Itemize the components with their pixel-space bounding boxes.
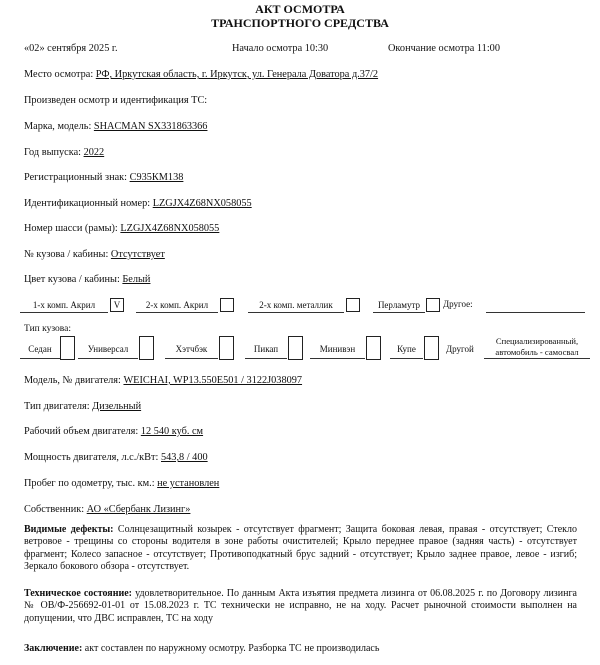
field-value: Отсутствует (110, 249, 165, 260)
inspection-start: Начало осмотра 10:30 (232, 43, 329, 54)
paint-option-label: Перламутр (373, 298, 425, 313)
field-row (24, 274, 150, 285)
tech-label: Техническое состояние: (24, 588, 133, 599)
paint-other-label: Другое: (443, 299, 473, 309)
body-type-checkbox[interactable] (139, 336, 154, 360)
body-type-label: Тип кузова: (24, 324, 72, 334)
field-row (24, 478, 219, 489)
field-row (24, 426, 203, 437)
field-label: Марка, модель: (24, 121, 94, 132)
field-row (24, 249, 165, 260)
field-value: LZGJX4Z68NX058055 (152, 198, 252, 209)
technical-condition (24, 588, 577, 625)
field-label: Номер шасси (рамы): (24, 223, 121, 234)
paint-checkbox[interactable] (346, 298, 360, 312)
paint-other-field[interactable] (486, 298, 585, 313)
field-row (24, 375, 302, 386)
paint-checkbox[interactable] (426, 298, 440, 312)
field-value: не установлен (157, 478, 220, 489)
field-row (24, 121, 207, 132)
field-label: Идентификационный номер: (24, 198, 153, 209)
field-row (24, 504, 190, 515)
field-value: РФ, Иркутская область, г. Иркутск, ул. Генерала Доватора д.37/2 (95, 69, 379, 80)
field-row (24, 223, 219, 234)
body-type-checkbox[interactable] (366, 336, 381, 360)
field-value: WEICHAI, WP13.550E501 / 3122J038097 (123, 375, 303, 386)
body-type-option: Купе (390, 340, 423, 359)
document-title-line1: АКТ ОСМОТРА (255, 2, 345, 16)
paint-option-label: 2-х комп. Акрил (136, 298, 218, 313)
field-value: Белый (122, 274, 151, 285)
document-title-line2: ТРАНСПОРТНОГО СРЕДСТВА (211, 16, 389, 30)
body-type-checkbox[interactable] (288, 336, 303, 360)
body-type-checkbox[interactable] (424, 336, 439, 360)
field-row (24, 452, 208, 463)
body-type-option: Пикап (245, 340, 287, 359)
field-label: Произведен осмотр и идентификация ТС: (24, 95, 208, 106)
body-type-option: Седан (20, 340, 60, 359)
field-label: Модель, № двигателя: (24, 375, 124, 386)
field-value: 543,8 / 400 (161, 452, 208, 463)
body-type-other-field[interactable] (484, 336, 590, 359)
body-type-checkbox[interactable] (219, 336, 234, 360)
defects-label: Видимые дефекты: (24, 524, 114, 535)
conclusion-label: Заключение: (24, 643, 83, 654)
field-row (24, 198, 252, 209)
field-value: Дизельный (92, 401, 142, 412)
tech-text: удовлетворительное. По данным Акта изъятия предмета лизинга от 06.08.2025 г. по Договору лизинга № ОВ/Ф-256692-01-01 от 15.08.2023 г. ТС технически не исправно, не на ходу. Расчет рыночной стоимости выполнен на допущении, что ДВС исправлен, ТС на ходу (24, 588, 577, 624)
field-value: 12 540 куб. см (140, 426, 204, 437)
field-label: Место осмотра: (24, 69, 96, 80)
field-row (24, 95, 207, 106)
field-label: № кузова / кабины: (24, 249, 111, 260)
field-row (24, 69, 378, 80)
field-label: Мощность двигателя, л.с./кВт: (24, 452, 161, 463)
field-value: 2022 (83, 147, 105, 158)
field-label: Пробег по одометру, тыс. км.: (24, 478, 158, 489)
field-value: С935КМ138 (129, 172, 184, 183)
inspection-date: «02» сентября 2025 г. (24, 43, 118, 54)
paint-option-label: 2-х комп. металлик (248, 298, 344, 313)
inspection-end: Окончание осмотра 11:00 (388, 43, 500, 54)
field-row (24, 401, 141, 412)
field-label: Цвет кузова / кабины: (24, 274, 123, 285)
field-value: LZGJX4Z68NX058055 (120, 223, 220, 234)
body-type-other-line1: Специализированный, (495, 336, 579, 346)
field-row (24, 172, 183, 183)
field-label: Собственник: (24, 504, 87, 515)
conclusion (24, 643, 577, 655)
paint-checkbox[interactable] (220, 298, 234, 312)
defects-text: Солнцезащитный козырек - отсутствует фрагмент; Защита боковая левая, правая - отсутствует; Стекло ветровое - трещины со стороны водителя в зоне работы очистителей; Крыло переднее правое (задняя часть) - отсутствует фрагмент; Колесо запасное - отсутствует; Противоподкатный брус задний - отсутствует; Крыло заднее правое, левое - изгиб; Зеркало бокового обзора - отсутствует. (24, 524, 577, 573)
paint-option-label: 1-х комп. Акрил (20, 298, 108, 313)
body-type-other-line2: автомобиль - самосвал (495, 347, 579, 357)
field-row (24, 147, 104, 158)
body-type-other-label: Другой (446, 344, 474, 354)
field-label: Тип двигателя: (24, 401, 93, 412)
field-label: Год выпуска: (24, 147, 84, 158)
field-label: Регистрационный знак: (24, 172, 130, 183)
field-label: Рабочий объем двигателя: (24, 426, 141, 437)
body-type-option: Минивэн (310, 340, 365, 359)
body-type-checkbox[interactable] (60, 336, 75, 360)
field-value: АО «Сбербанк Лизинг» (86, 504, 191, 515)
body-type-option: Хэтчбэк (165, 340, 218, 359)
paint-checkbox[interactable]: V (110, 298, 124, 312)
visible-defects (24, 524, 577, 574)
conclusion-text: акт составлен по наружному осмотру. Разборка ТС не производилась (82, 643, 380, 654)
body-type-option: Универсал (78, 340, 138, 359)
field-value: SHACMAN SX331863366 (93, 121, 208, 132)
